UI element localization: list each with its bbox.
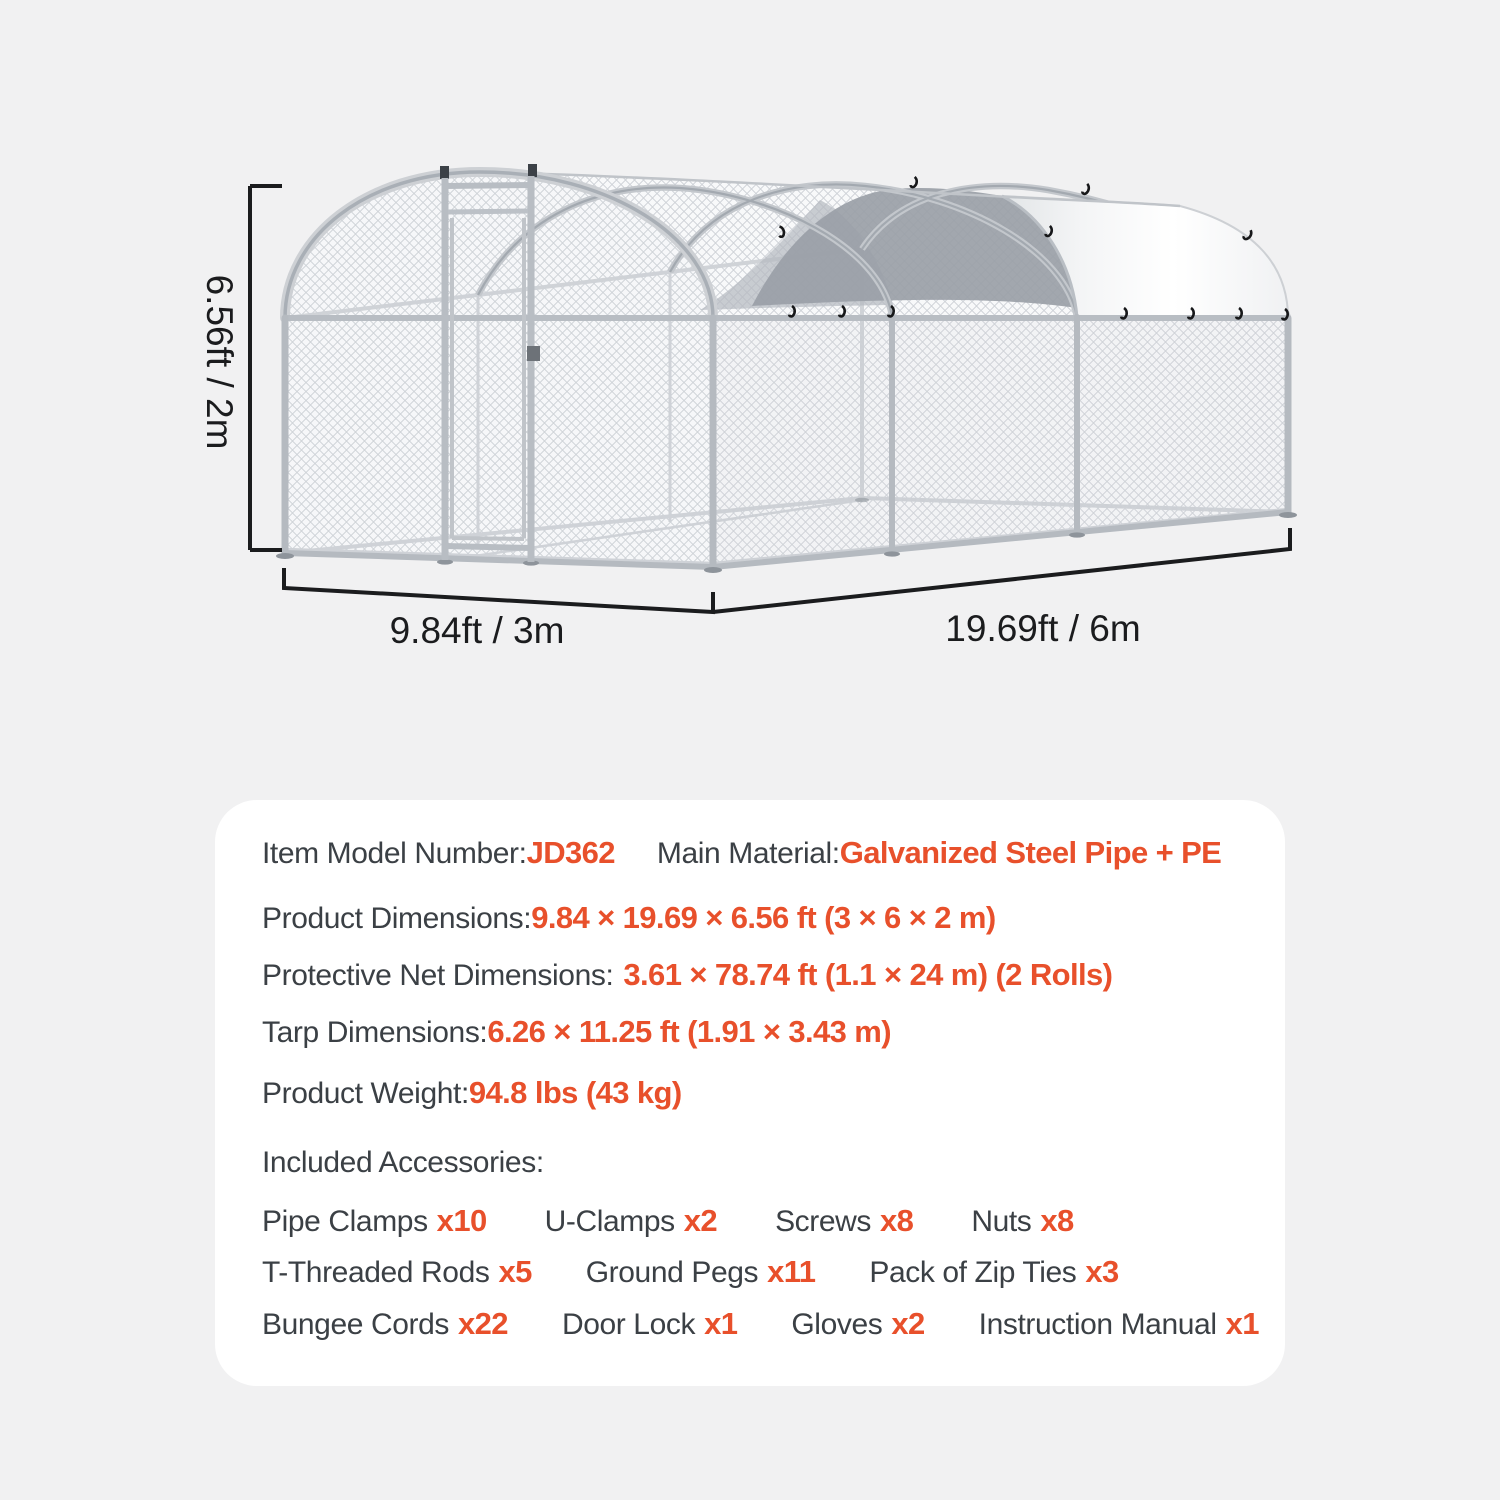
material-pair [657,833,1221,874]
accessory-item: Bungee Cords x22 [262,1306,508,1341]
accessories-row-1 [262,1201,1074,1242]
accessory-qty: x22 [458,1306,508,1341]
accessory-qty: x8 [880,1203,914,1238]
tarp-dimensions-value: 6.26 × 11.25 ft (1.91 × 3.43 m) [487,1014,891,1049]
door-latch-icon [527,346,540,361]
tarp-dimensions-label: Tarp Dimensions: [262,1016,488,1049]
material-label: Main Material: [656,837,840,870]
accessory-qty: x3 [1085,1254,1119,1289]
material-value: Galvanized Steel Pipe + PE [839,835,1222,870]
accessory-qty: x1 [704,1306,738,1341]
accessory-qty: x1 [1225,1306,1259,1341]
spec-row-model-material [262,833,1221,874]
accessories-row-3 [262,1304,1259,1345]
weight-label: Product Weight: [262,1077,469,1110]
accessory-item: Pipe Clamps x10 [262,1203,487,1238]
spec-panel [215,800,1285,1386]
accessories-title: Included Accessories: [262,1146,544,1179]
item-model-label: Item Model Number: [262,837,527,870]
accessory-qty: x11 [767,1254,816,1289]
spec-row-tarp-dimensions [262,1012,891,1053]
weight-value: 94.8 lbs (43 kg) [468,1075,682,1110]
net-dimensions-value: 3.61 × 78.74 ft (1.1 × 24 m) (2 Rolls) [623,957,1113,992]
accessory-item: Gloves x2 [791,1306,925,1341]
accessory-item: T-Threaded Rods x5 [262,1254,532,1289]
spec-row-net-dimensions [262,955,1112,996]
width-dimension-label: 9.84ft / 3m [389,610,565,651]
accessory-qty: x2 [891,1306,925,1341]
accessory-item: Ground Pegs x11 [585,1254,816,1289]
product-dimensions-label: Product Dimensions: [262,902,532,935]
accessory-item: Screws x8 [775,1203,914,1238]
net-dimensions-label: Protective Net Dimensions: [262,959,614,992]
product-dimensions-value: 9.84 × 19.69 × 6.56 ft (3 × 6 × 2 m) [531,900,996,935]
accessory-qty: x8 [1040,1203,1074,1238]
spec-row-weight [262,1073,682,1114]
accessories-row-2 [262,1252,1119,1293]
accessory-item: U-Clamps x2 [544,1203,718,1238]
accessory-qty: x2 [683,1203,718,1238]
accessory-qty: x10 [436,1203,487,1238]
height-dimension-label: 6.56ft / 2m [199,274,240,450]
accessory-item: Door Lock x1 [561,1306,738,1341]
item-model-pair [262,833,615,874]
accessory-item: Pack of Zip Ties x3 [869,1254,1119,1289]
accessory-item: Instruction Manual x1 [978,1306,1259,1341]
accessory-qty: x5 [498,1254,532,1289]
door-frame-cap-icon [440,166,449,179]
accessory-item: Nuts x8 [971,1203,1074,1238]
height-dimension-line [250,186,282,550]
item-model-value: JD362 [526,835,615,870]
door-frame-cap-icon [528,164,537,177]
spec-row-product-dimensions [262,898,996,939]
length-dimension-label: 19.69ft / 6m [945,608,1141,649]
